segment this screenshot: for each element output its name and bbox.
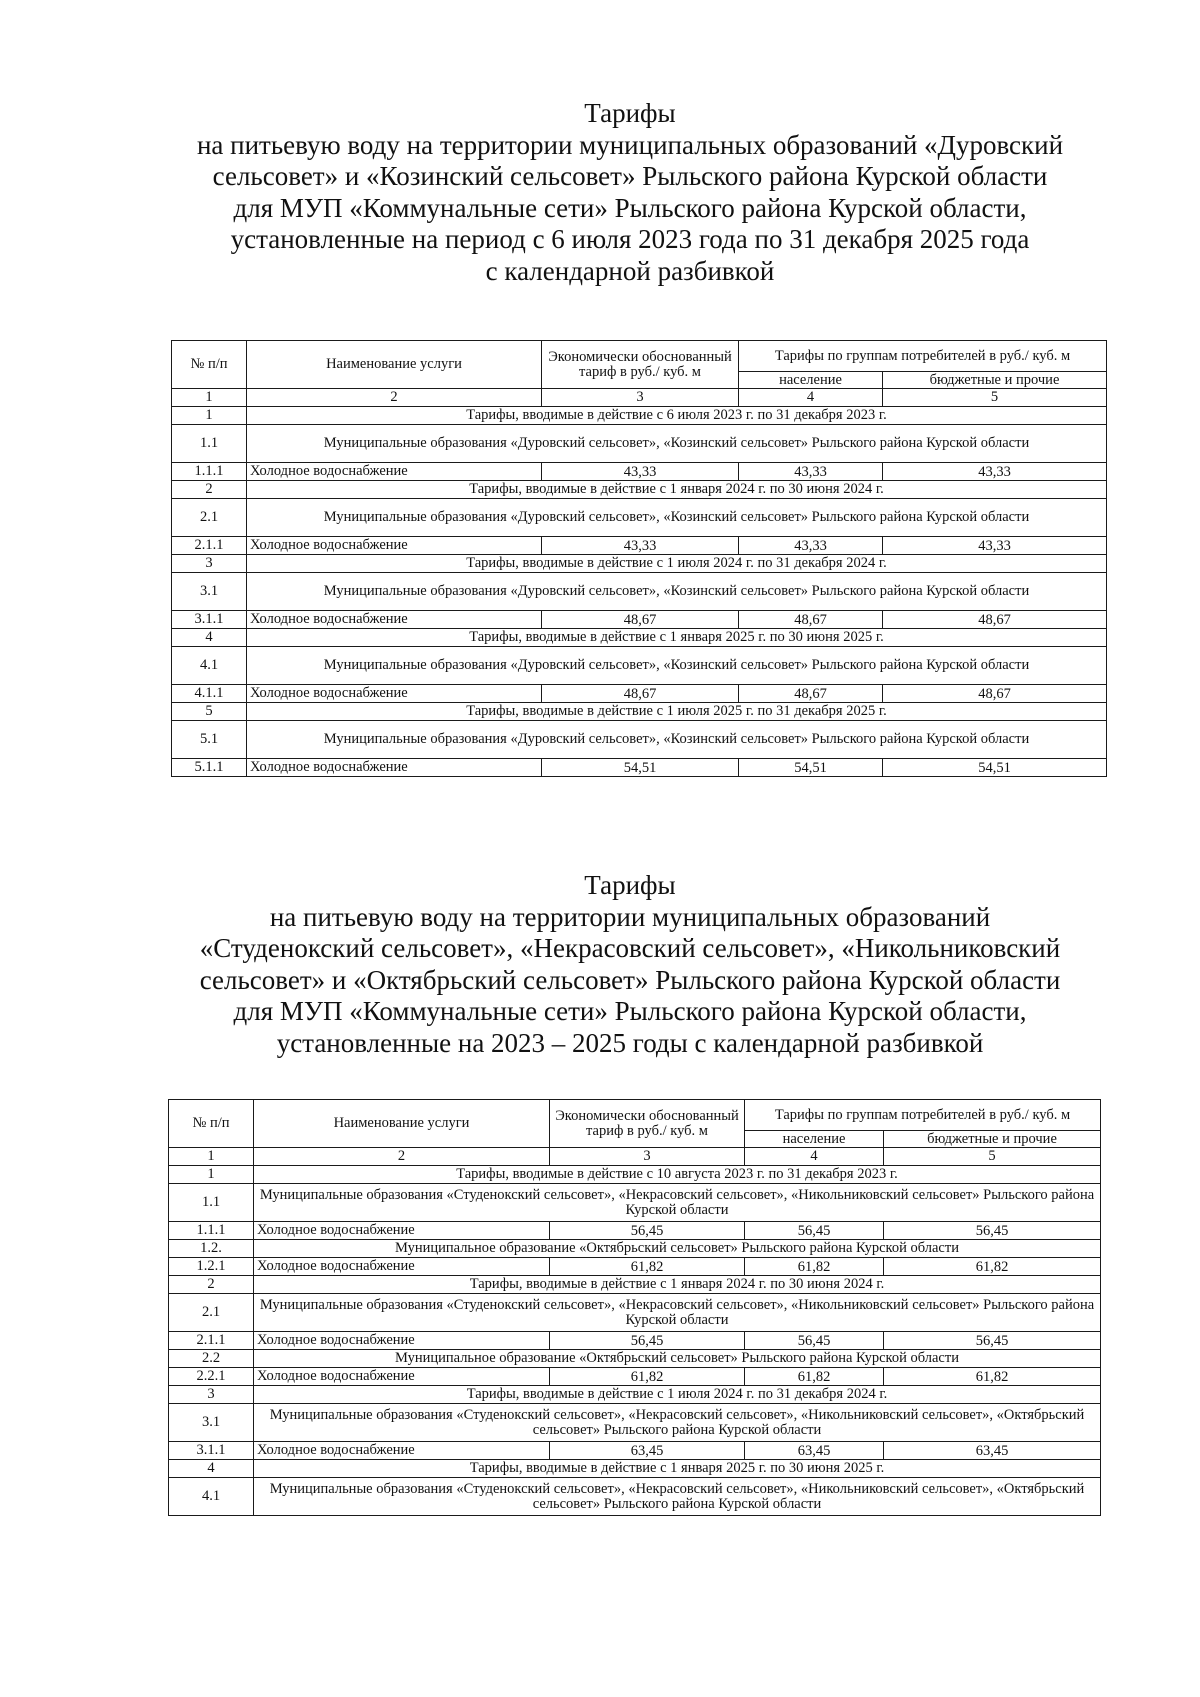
column-index: 4 bbox=[745, 1148, 884, 1166]
service-name: Холодное водоснабжение bbox=[254, 1222, 550, 1240]
period-row bbox=[172, 629, 1107, 647]
row-number: 3.1.1 bbox=[169, 1442, 254, 1460]
econ-tariff-value: 56,45 bbox=[550, 1222, 745, 1240]
econ-tariff-value: 61,82 bbox=[550, 1258, 745, 1276]
budget-tariff-value: 48,67 bbox=[883, 611, 1107, 629]
budget-tariff-value: 61,82 bbox=[884, 1258, 1101, 1276]
title-line: на питьевую воду на территории муниципальных образований bbox=[269, 901, 991, 932]
row-number: 3.1 bbox=[169, 1404, 254, 1442]
row-number: 4 bbox=[169, 1460, 254, 1478]
period-row bbox=[172, 703, 1107, 721]
budget-tariff-value: 63,45 bbox=[884, 1442, 1101, 1460]
period-row bbox=[172, 555, 1107, 573]
row-number: 1.1 bbox=[169, 1184, 254, 1222]
title-line: для МУП «Коммунальные сети» Рыльского района Курской области, bbox=[233, 996, 1027, 1026]
row-number: 1.1.1 bbox=[172, 463, 247, 481]
tariff-row bbox=[172, 537, 1107, 555]
tariff-row bbox=[169, 1258, 1101, 1276]
population-tariff-value: 63,45 bbox=[745, 1442, 884, 1460]
municipality-row bbox=[169, 1184, 1101, 1222]
col-header-econ: Экономически обоснованный тариф в руб./ куб. м bbox=[542, 341, 739, 389]
population-tariff-value: 43,33 bbox=[739, 463, 883, 481]
econ-tariff-value: 43,33 bbox=[542, 537, 739, 555]
period-row bbox=[169, 1386, 1101, 1404]
tariff-row bbox=[169, 1442, 1101, 1460]
column-index-row bbox=[169, 1148, 1101, 1166]
title-line: «Студенокский сельсовет», «Некрасовский сельсовет», «Никольниковский bbox=[199, 933, 1061, 963]
municipality-row bbox=[169, 1478, 1101, 1516]
budget-tariff-value: 54,51 bbox=[883, 759, 1107, 777]
col-header-name: Наименование услуги bbox=[247, 341, 542, 389]
service-name: Холодное водоснабжение bbox=[247, 685, 542, 703]
budget-tariff-value: 56,45 bbox=[884, 1222, 1101, 1240]
period-row bbox=[172, 481, 1107, 499]
municipality-name: Муниципальное образование «Октябрьский сельсовет» Рыльского района Курской области bbox=[254, 1240, 1101, 1258]
period-title: Тарифы, вводимые в действие с 1 января 2025 г. по 30 июня 2025 г. bbox=[254, 1460, 1101, 1478]
col-header-num: № п/п bbox=[169, 1100, 254, 1148]
row-number: 5.1.1 bbox=[172, 759, 247, 777]
municipality-name: Муниципальные образования «Дуровский сельсовет», «Козинский сельсовет» Рыльского района Курской области bbox=[247, 573, 1107, 611]
tariff-table-1 bbox=[171, 340, 1107, 777]
row-number: 3.1.1 bbox=[172, 611, 247, 629]
municipality-name: Муниципальные образования «Дуровский сельсовет», «Козинский сельсовет» Рыльского района Курской области bbox=[247, 499, 1107, 537]
col-header-population: население bbox=[745, 1131, 884, 1148]
period-row bbox=[169, 1166, 1101, 1184]
period-title: Тарифы, вводимые в действие с 1 января 2024 г. по 30 июня 2024 г. bbox=[254, 1276, 1101, 1294]
budget-tariff-value: 56,45 bbox=[884, 1332, 1101, 1350]
period-row bbox=[169, 1276, 1101, 1294]
budget-tariff-value: 48,67 bbox=[883, 685, 1107, 703]
tariff-row bbox=[172, 685, 1107, 703]
header-row bbox=[172, 341, 1107, 372]
title-line: установленные на период с 6 июля 2023 года по 31 декабря 2025 года bbox=[230, 224, 1030, 254]
column-index: 3 bbox=[550, 1148, 745, 1166]
title-line: на питьевую воду на территории муниципальных образований «Дуровский bbox=[196, 129, 1064, 160]
municipality-name: Муниципальные образования «Дуровский сельсовет», «Козинский сельсовет» Рыльского района Курской области bbox=[247, 721, 1107, 759]
budget-tariff-value: 43,33 bbox=[883, 463, 1107, 481]
column-index: 4 bbox=[739, 389, 883, 407]
municipality-row bbox=[169, 1404, 1101, 1442]
row-number: 2.1.1 bbox=[172, 537, 247, 555]
title-heading: Тарифы bbox=[584, 870, 676, 900]
row-number: 4 bbox=[172, 629, 247, 647]
col-header-budget: бюджетные и прочие bbox=[884, 1131, 1101, 1148]
municipality-name: Муниципальные образования «Студенокский сельсовет», «Некрасовский сельсовет», «Никольниковский сельсовет», «Октябрьский сельсовет» Рыльского района Курской области bbox=[254, 1478, 1101, 1516]
title-line: с календарной разбивкой bbox=[485, 255, 775, 286]
service-name: Холодное водоснабжение bbox=[247, 611, 542, 629]
title-line: сельсовет» и «Октябрьский сельсовет» Рыльского района Курской области bbox=[199, 964, 1061, 995]
service-name: Холодное водоснабжение bbox=[247, 537, 542, 555]
municipality-name: Муниципальные образования «Дуровский сельсовет», «Козинский сельсовет» Рыльского района Курской области bbox=[247, 425, 1107, 463]
row-number: 3.1 bbox=[172, 573, 247, 611]
tariff-row bbox=[172, 611, 1107, 629]
econ-tariff-value: 56,45 bbox=[550, 1332, 745, 1350]
municipality-name: Муниципальные образования «Студенокский сельсовет», «Некрасовский сельсовет», «Никольниковский сельсовет» Рыльского района Курской области bbox=[254, 1184, 1101, 1222]
row-number: 2.1 bbox=[169, 1294, 254, 1332]
municipality-row bbox=[172, 721, 1107, 759]
econ-tariff-value: 61,82 bbox=[550, 1368, 745, 1386]
tariff-row bbox=[169, 1222, 1101, 1240]
row-number: 5.1 bbox=[172, 721, 247, 759]
row-number: 1.1.1 bbox=[169, 1222, 254, 1240]
col-header-groups: Тарифы по группам потребителей в руб./ куб. м bbox=[745, 1100, 1101, 1131]
municipality-row bbox=[169, 1294, 1101, 1332]
population-tariff-value: 54,51 bbox=[739, 759, 883, 777]
document-title-1 bbox=[150, 98, 1110, 287]
period-title: Тарифы, вводимые в действие с 6 июля 2023 г. по 31 декабря 2023 г. bbox=[247, 407, 1107, 425]
period-row bbox=[169, 1460, 1101, 1478]
population-tariff-value: 56,45 bbox=[745, 1332, 884, 1350]
title-line: сельсовет» и «Козинский сельсовет» Рыльского района Курской области bbox=[212, 161, 1048, 191]
population-tariff-value: 43,33 bbox=[739, 537, 883, 555]
tariff-row bbox=[169, 1332, 1101, 1350]
period-row bbox=[172, 407, 1107, 425]
municipality-name: Муниципальные образования «Дуровский сельсовет», «Козинский сельсовет» Рыльского района Курской области bbox=[247, 647, 1107, 685]
row-number: 2.2 bbox=[169, 1350, 254, 1368]
tariff-row bbox=[169, 1368, 1101, 1386]
row-number: 1 bbox=[169, 1166, 254, 1184]
row-number: 2.1 bbox=[172, 499, 247, 537]
row-number: 5 bbox=[172, 703, 247, 721]
header-row bbox=[169, 1100, 1101, 1131]
econ-tariff-value: 63,45 bbox=[550, 1442, 745, 1460]
municipality-row bbox=[169, 1350, 1101, 1368]
population-tariff-value: 61,82 bbox=[745, 1368, 884, 1386]
econ-tariff-value: 48,67 bbox=[542, 685, 739, 703]
population-tariff-value: 61,82 bbox=[745, 1258, 884, 1276]
service-name: Холодное водоснабжение bbox=[254, 1258, 550, 1276]
period-title: Тарифы, вводимые в действие с 1 июля 2024 г. по 31 декабря 2024 г. bbox=[247, 555, 1107, 573]
econ-tariff-value: 43,33 bbox=[542, 463, 739, 481]
row-number: 4.1.1 bbox=[172, 685, 247, 703]
row-number: 1 bbox=[172, 407, 247, 425]
municipality-row bbox=[172, 573, 1107, 611]
column-index: 1 bbox=[169, 1148, 254, 1166]
population-tariff-value: 48,67 bbox=[739, 685, 883, 703]
col-header-budget: бюджетные и прочие bbox=[883, 372, 1107, 389]
column-index: 2 bbox=[247, 389, 542, 407]
col-header-name: Наименование услуги bbox=[254, 1100, 550, 1148]
period-title: Тарифы, вводимые в действие с 1 января 2025 г. по 30 июня 2025 г. bbox=[247, 629, 1107, 647]
row-number: 4.1 bbox=[172, 647, 247, 685]
service-name: Холодное водоснабжение bbox=[247, 759, 542, 777]
row-number: 3 bbox=[172, 555, 247, 573]
service-name: Холодное водоснабжение bbox=[254, 1368, 550, 1386]
title-line: установленные на 2023 – 2025 годы с календарной разбивкой bbox=[276, 1027, 984, 1058]
service-name: Холодное водоснабжение bbox=[247, 463, 542, 481]
municipality-name: Муниципальное образование «Октябрьский сельсовет» Рыльского района Курской области bbox=[254, 1350, 1101, 1368]
col-header-population: население bbox=[739, 372, 883, 389]
budget-tariff-value: 43,33 bbox=[883, 537, 1107, 555]
column-index-row bbox=[172, 389, 1107, 407]
period-title: Тарифы, вводимые в действие с 1 января 2024 г. по 30 июня 2024 г. bbox=[247, 481, 1107, 499]
service-name: Холодное водоснабжение bbox=[254, 1442, 550, 1460]
period-title: Тарифы, вводимые в действие с 1 июля 2024 г. по 31 декабря 2024 г. bbox=[254, 1386, 1101, 1404]
municipality-name: Муниципальные образования «Студенокский сельсовет», «Некрасовский сельсовет», «Никольниковский сельсовет», «Октябрьский сельсовет» Рыльского района Курской области bbox=[254, 1404, 1101, 1442]
population-tariff-value: 56,45 bbox=[745, 1222, 884, 1240]
column-index: 5 bbox=[883, 389, 1107, 407]
row-number: 2 bbox=[169, 1276, 254, 1294]
col-header-num: № п/п bbox=[172, 341, 247, 389]
column-index: 3 bbox=[542, 389, 739, 407]
tariff-row bbox=[172, 759, 1107, 777]
row-number: 1.1 bbox=[172, 425, 247, 463]
population-tariff-value: 48,67 bbox=[739, 611, 883, 629]
row-number: 1.2.1 bbox=[169, 1258, 254, 1276]
econ-tariff-value: 48,67 bbox=[542, 611, 739, 629]
municipality-row bbox=[172, 425, 1107, 463]
tariff-row bbox=[172, 463, 1107, 481]
column-index: 1 bbox=[172, 389, 247, 407]
municipality-name: Муниципальные образования «Студенокский сельсовет», «Некрасовский сельсовет», «Никольниковский сельсовет» Рыльского района Курской области bbox=[254, 1294, 1101, 1332]
title-heading: Тарифы bbox=[584, 98, 676, 128]
municipality-row bbox=[169, 1240, 1101, 1258]
budget-tariff-value: 61,82 bbox=[884, 1368, 1101, 1386]
document-title-2 bbox=[150, 870, 1110, 1059]
col-header-econ: Экономически обоснованный тариф в руб./ куб. м bbox=[550, 1100, 745, 1148]
period-title: Тарифы, вводимые в действие с 1 июля 2025 г. по 31 декабря 2025 г. bbox=[247, 703, 1107, 721]
row-number: 2 bbox=[172, 481, 247, 499]
column-index: 2 bbox=[254, 1148, 550, 1166]
row-number: 2.2.1 bbox=[169, 1368, 254, 1386]
row-number: 1.2. bbox=[169, 1240, 254, 1258]
column-index: 5 bbox=[884, 1148, 1101, 1166]
col-header-groups: Тарифы по группам потребителей в руб./ куб. м bbox=[739, 341, 1107, 372]
row-number: 3 bbox=[169, 1386, 254, 1404]
title-line: для МУП «Коммунальные сети» Рыльского района Курской области, bbox=[233, 192, 1027, 223]
econ-tariff-value: 54,51 bbox=[542, 759, 739, 777]
row-number: 2.1.1 bbox=[169, 1332, 254, 1350]
municipality-row bbox=[172, 647, 1107, 685]
period-title: Тарифы, вводимые в действие с 10 августа 2023 г. по 31 декабря 2023 г. bbox=[254, 1166, 1101, 1184]
municipality-row bbox=[172, 499, 1107, 537]
row-number: 4.1 bbox=[169, 1478, 254, 1516]
tariff-table-2 bbox=[168, 1099, 1101, 1516]
service-name: Холодное водоснабжение bbox=[254, 1332, 550, 1350]
